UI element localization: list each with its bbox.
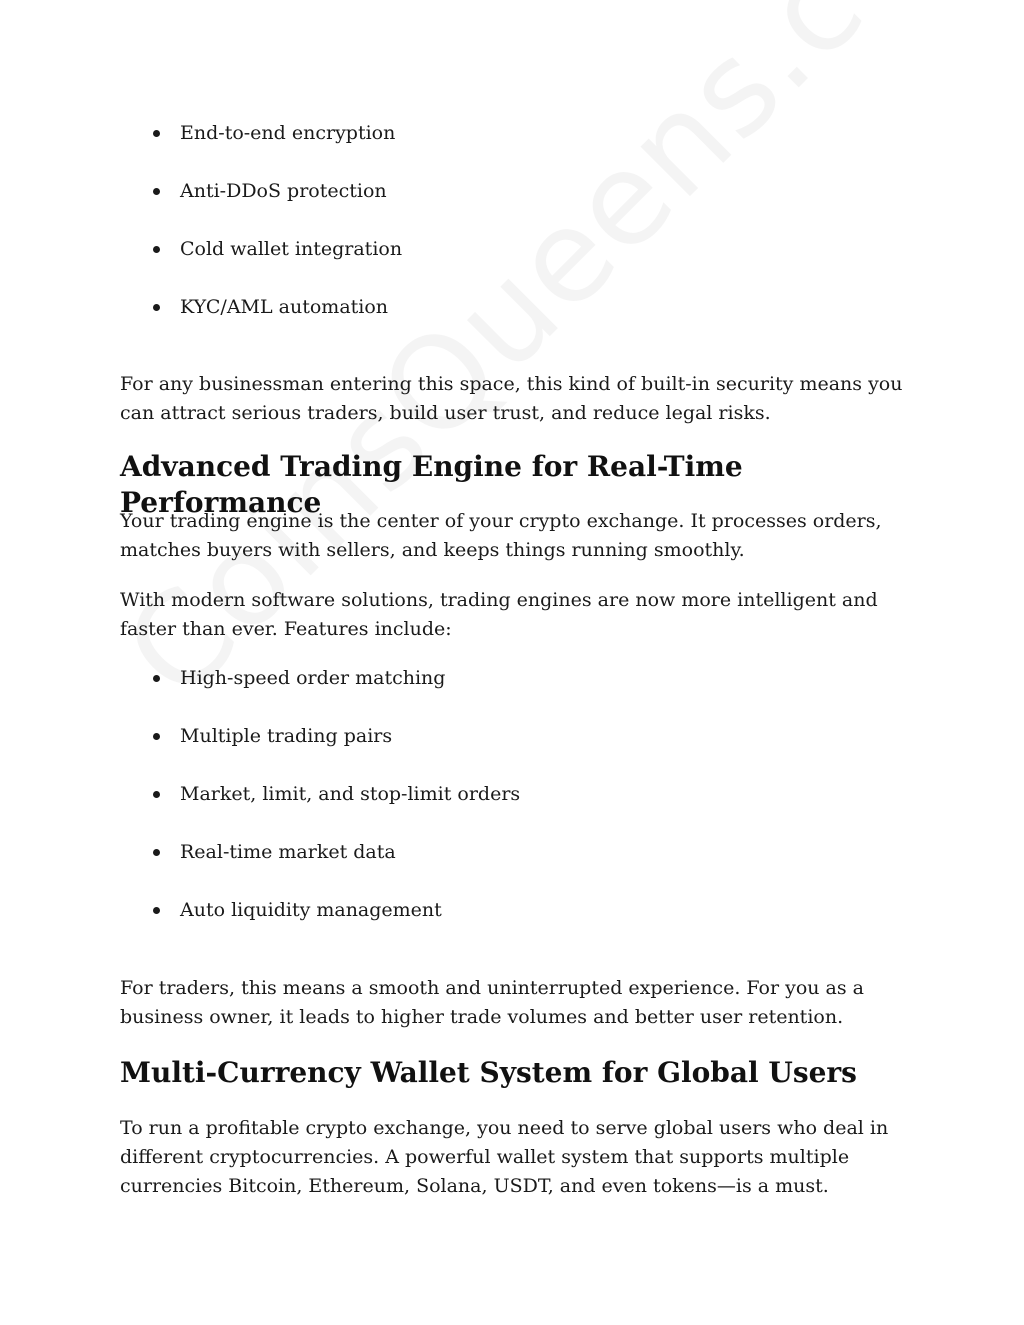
paragraph-trader-benefit: For traders, this means a smooth and uninterrupted experience. For you as a business owner, it leads to higher trade volumes and better user retention. — [120, 977, 864, 1028]
paragraph-security-benefit: For any businessman entering this space, this kind of built-in security means you can attract serious traders, build user trust, and reduce legal risks. — [120, 373, 903, 424]
security-features-list — [120, 120, 402, 352]
list-item: Real-time market data — [120, 839, 520, 897]
trading-features-list — [120, 665, 520, 955]
list-item: Auto liquidity management — [120, 897, 520, 955]
list-item: End-to-end encryption — [120, 120, 402, 178]
list-item: Anti-DDoS protection — [120, 178, 402, 236]
list-item: Market, limit, and stop-limit orders — [120, 781, 520, 839]
list-item: Cold wallet integration — [120, 236, 402, 294]
paragraph-trading-engine-intro: Your trading engine is the center of your crypto exchange. It processes orders, matches buyers with sellers, and keeps things running smoothly. — [120, 510, 882, 561]
list-item: Multiple trading pairs — [120, 723, 520, 781]
paragraph-trading-engine-features: With modern software solutions, trading engines are now more intelligent and faster than ever. Features include: — [120, 589, 878, 640]
paragraph-wallet-system: To run a profitable crypto exchange, you need to serve global users who deal in different cryptocurrencies. A powerful wallet system that supports multiple currencies Bitcoin, Ethereum, Solana, USDT, and even tokens—is a must. — [120, 1117, 889, 1197]
heading-wallet-system: Multi-Currency Wallet System for Global Users — [120, 1056, 857, 1089]
list-item: High-speed order matching — [120, 665, 520, 723]
list-item: KYC/AML automation — [120, 294, 402, 352]
heading-trading-engine: Advanced Trading Engine for Real-Time Performance — [120, 450, 743, 519]
